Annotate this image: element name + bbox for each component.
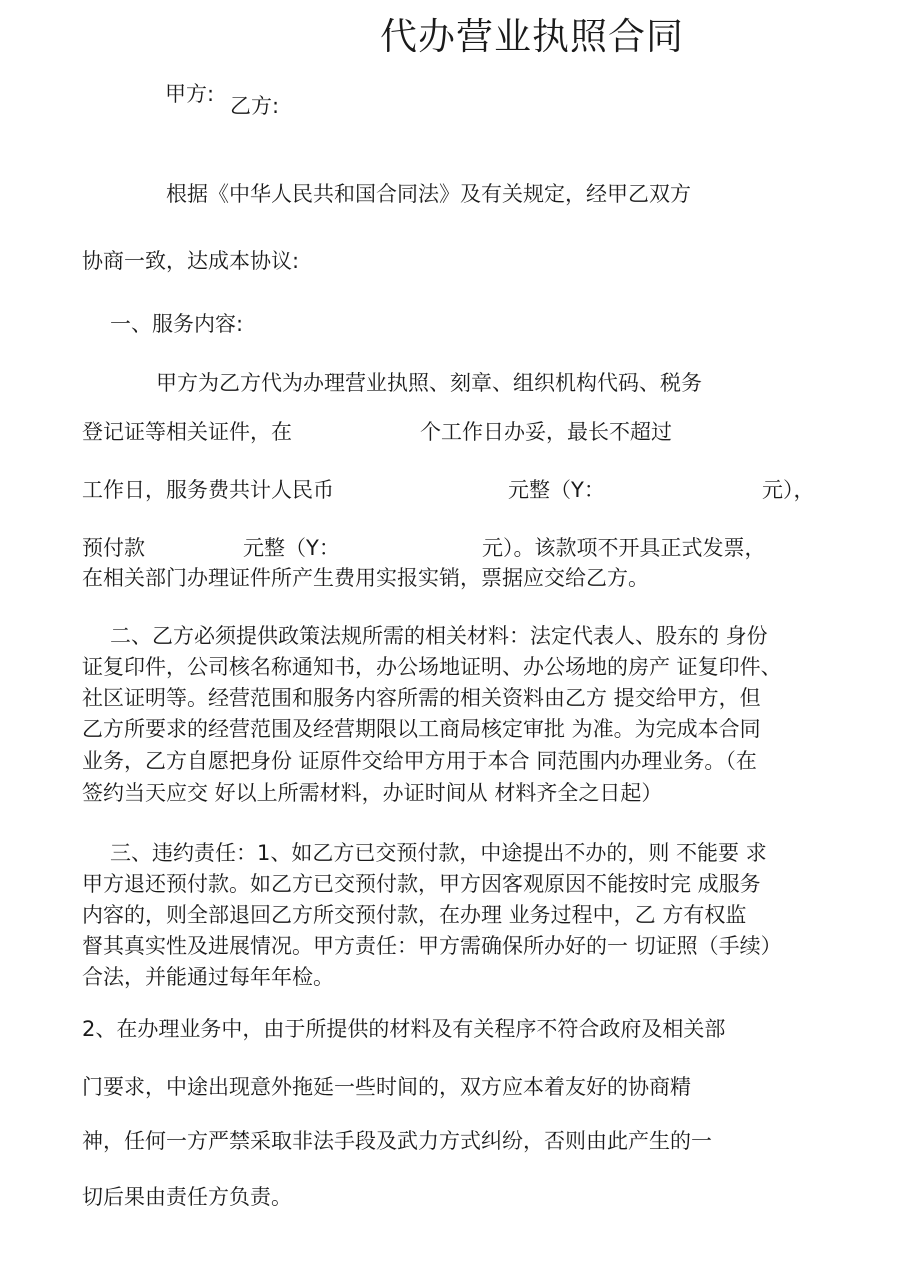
party-b-label: 乙方:	[230, 94, 280, 118]
section-1-line-5: 在相关部门办理证件所产生费用实报实销，票据应交给乙方。	[82, 566, 649, 590]
section-3-line-1: 三、违约责任：1、如乙方已交预付款，中途提出不办的，则 不能要 求	[110, 841, 767, 865]
section-1-line-4a: 预付款	[82, 536, 145, 560]
section-3-line-5: 合法，并能通过每年年检。	[82, 965, 334, 989]
section-2-line-2: 证复印件，公司核名称通知书，办公场地证明、办公场地的房产 证复印件、	[82, 655, 782, 679]
section-1-line-4c: 元）。该款项不开具正式发票，	[482, 536, 766, 560]
section-1-line-3c: 元），	[762, 478, 815, 502]
section-3-line-4: 督其真实性及进展情况。甲方责任：甲方需确保所办好的一 切证照（手续）	[82, 934, 782, 958]
section-2-line-1: 二、乙方必须提供政策法规所需的相关材料：法定代表人、股东的 身份	[110, 624, 768, 648]
party-a-label: 甲方:	[165, 82, 215, 106]
section-1-line-3a: 工作日，服务费共计人民币	[82, 478, 334, 502]
section-2-line-3: 社区证明等。经营范围和服务内容所需的相关资料由乙方 提交给甲方，但	[82, 686, 761, 710]
section-1-heading: 一、服务内容:	[110, 312, 244, 336]
section-1-line-4b: 元整（Y：	[243, 536, 340, 560]
intro-line-1: 根据《中华人民共和国合同法》及有关规定，经甲乙双方	[166, 182, 691, 206]
section-1-line-1: 甲方为乙方代为办理营业执照、刻章、组织机构代码、税务	[156, 371, 702, 395]
clause-2-line-3: 神，任何一方严禁采取非法手段及武力方式纠纷，否则由此产生的一	[82, 1129, 712, 1153]
clause-2-line-1: 2、在办理业务中，由于所提供的材料及有关程序不符合政府及相关部	[82, 1017, 726, 1041]
section-2-line-6: 签约当天应交 好以上所需材料，办证时间从 材料齐全之日起）	[82, 781, 663, 805]
intro-line-2: 协商一致，达成本协议:	[82, 249, 300, 273]
section-2-line-5: 业务，乙方自愿把身份 证原件交给甲方用于本合 同范围内办理业务。（在	[82, 749, 757, 773]
section-3-line-2: 甲方退还预付款。如乙方已交预付款，甲方因客观原因不能按时完 成服务	[82, 872, 761, 896]
section-3-line-3: 内容的，则全部退回乙方所交预付款，在办理 业务过程中，乙 方有权监	[82, 903, 747, 927]
section-2-line-4: 乙方所要求的经营范围及经营期限以工商局核定审批 为准。为完成本合同	[82, 717, 761, 741]
clause-2-line-4: 切后果由责任方负责。	[82, 1185, 292, 1209]
section-1-line-3b: 元整（Y：	[508, 478, 605, 502]
clause-2-line-2: 门要求，中途出现意外拖延一些时间的，双方应本着友好的协商精	[82, 1075, 691, 1099]
section-1-line-2b: 个工作日办妥，最长不超过	[420, 420, 672, 444]
section-1-line-2a: 登记证等相关证件，在	[82, 420, 292, 444]
document-title: 代办营业执照合同	[380, 15, 684, 58]
